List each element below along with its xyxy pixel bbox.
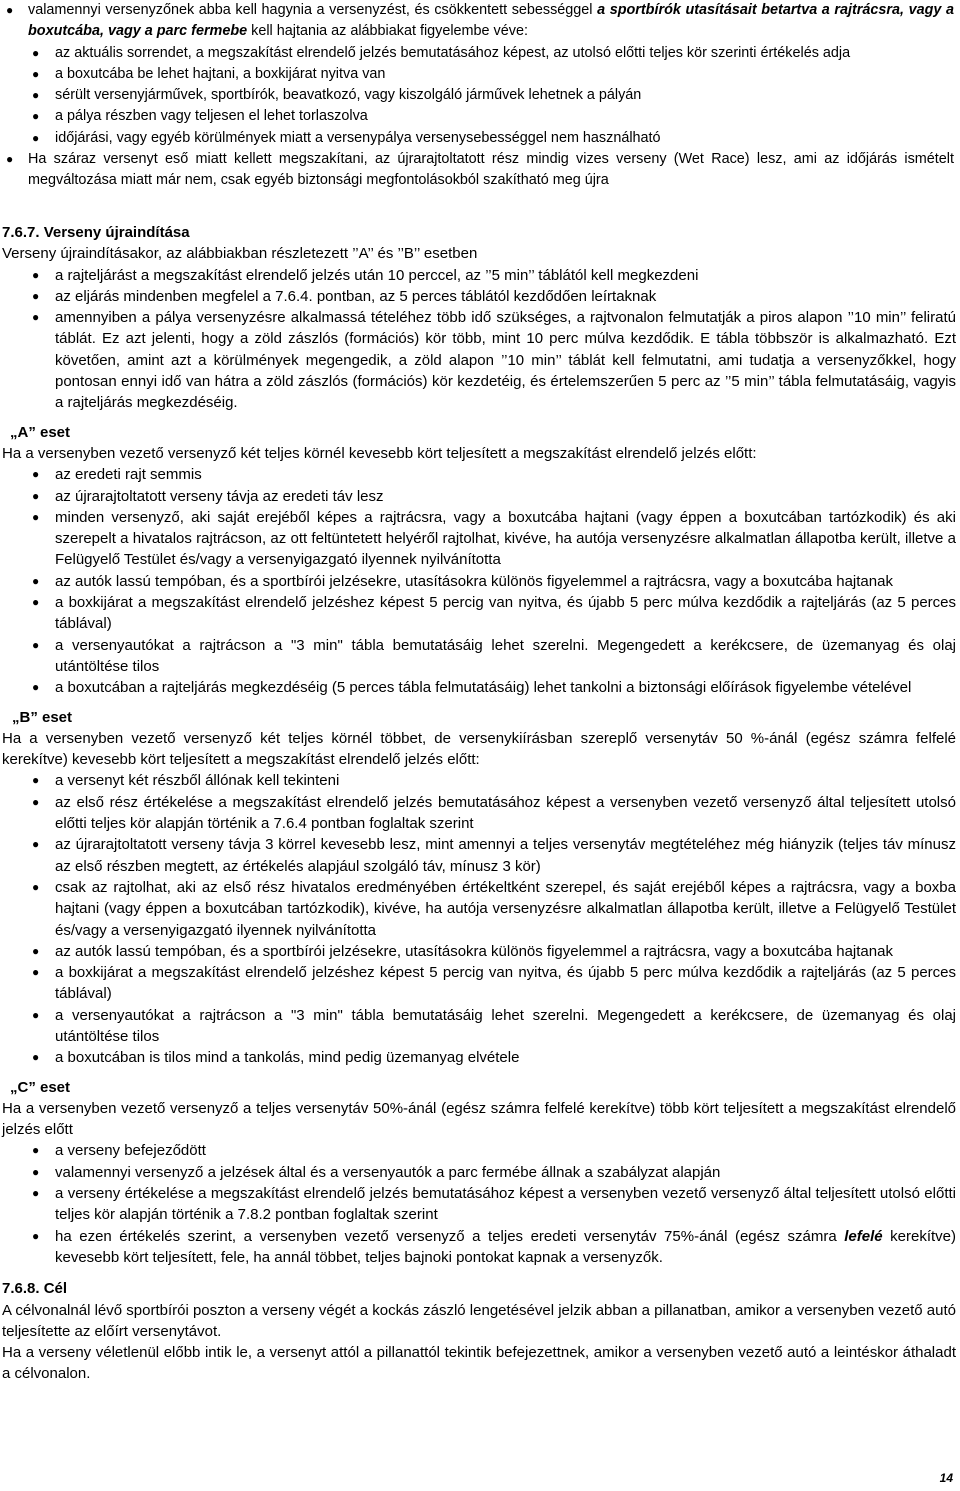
item-text: a boxutcában a rajteljárás megkezdéséig (5 perces tábla felmutatásáig) lehet tankolni a biztonsági előírások figyelembe vételével xyxy=(55,679,912,697)
item-text: az újrarajtoltatott verseny távja az eredeti táv lesz xyxy=(55,487,384,505)
paragraph: A célvonalnál lévő sportbírói poszton a verseny végét a kockás zászló lengetésével jelzik abban a pillanatban, amikor a versenyben vezető autó teljesítette az előírt versenytávot. xyxy=(2,1301,956,1340)
sub-list-item xyxy=(0,85,960,106)
list-item xyxy=(0,770,960,791)
list-item xyxy=(0,507,960,571)
list-item xyxy=(0,265,960,286)
item-text: Ha száraz versenyt eső miatt kellett megszakítani, az újrarajtoltatott rész mindig vizes verseny (Wet Race) lesz, ami az időjárás ismételt megváltozása miatt már nem, csak egyéb biztonsági megfontolásokból szakítható meg újra xyxy=(28,151,954,189)
item-text: a boxkijárat a megszakítást elrendelő jelzéshez képest 5 percig van nyitva, és újabb 5 perc múlva kezdődik a rajteljárás (az 5 perces táblával) xyxy=(55,594,956,633)
paragraph: Verseny újraindításakor, az alábbiakban részletezett ’’A’’ és ’’B’’ esetben xyxy=(2,245,478,263)
item-text: az eljárás mindenben megfelel a 7.6.4. pontban, az 5 perces táblától kezdődően leírtaknak xyxy=(55,287,657,305)
list-item xyxy=(0,1183,960,1226)
list-item xyxy=(0,677,960,698)
bullet-icon: ● xyxy=(32,288,40,303)
item-text: a pálya részben vagy teljesen el lehet torlaszolva xyxy=(55,108,368,125)
list-item xyxy=(0,877,960,941)
bullet-icon: ● xyxy=(32,1007,40,1022)
item-text: a verseny befejeződött xyxy=(55,1142,206,1160)
paragraph: Ha a verseny véletlenül előbb intik le, a versenyt attól a pillanattól tekintik befejezettnek, amikor a versenyben vezető autó a leintéskor áthaladt a célvonalon. xyxy=(2,1344,956,1383)
list-item xyxy=(0,571,960,592)
bullet-icon: ● xyxy=(32,267,40,282)
item-text: a versenyautókat a rajtrácson a "3 min" tábla bemutatásáig lehet szerelni. Megengedett a kerékcsere, de üzemanyag és olaj utántöltése tilos xyxy=(55,1006,956,1045)
list-item xyxy=(0,1226,960,1269)
bullet-icon: ● xyxy=(32,130,40,145)
sub-list-item xyxy=(0,106,960,127)
bullet-icon: ● xyxy=(32,794,40,809)
sub-list-item xyxy=(0,43,960,64)
bullet-icon: ● xyxy=(32,573,40,588)
bullet-icon: ● xyxy=(32,467,40,482)
item-text: a versenyt két részből állónak kell tekinteni xyxy=(55,772,340,790)
item-text: időjárási, vagy egyéb körülmények miatt a versenypálya versenysebességgel nem használható xyxy=(55,129,661,146)
item-text: az első rész értékelése a megszakítást elrendelő jelzés bemutatásához képest a versenyben vezető versenyző által teljesített utolsó előtti teljes kör alapján történik a 7.6.4 pontban foglaltak szerint xyxy=(55,793,956,833)
paragraph: Ha a versenyben vezető versenyző a teljes versenytáv 50%-ánál (egész számra felfelé kerekítve) több kört teljesített a megszakítást elrendelő jelzés előtt xyxy=(2,1099,956,1139)
bullet-icon: ● xyxy=(32,310,40,325)
bullet-icon: ● xyxy=(32,1164,40,1179)
item-text: kell hajtania az alábbiakat figyelembe véve: xyxy=(247,23,528,40)
bullet-icon: ● xyxy=(32,109,40,124)
item-text: a boxkijárat a megszakítást elrendelő jelzéshez képest 5 percig van nyitva, és újabb 5 perc múlva kezdődik a rajteljárás (az 5 perces táblával) xyxy=(55,964,956,1003)
bullet-icon: ● xyxy=(32,488,40,503)
bullet-icon: ● xyxy=(32,1050,40,1065)
bullet-icon: ● xyxy=(32,66,40,81)
list-item xyxy=(0,1005,960,1048)
list-item xyxy=(0,464,960,485)
list-item xyxy=(0,149,960,192)
paragraph: Ha a versenyben vezető versenyző két teljes körnél többet, de versenykiírásban szereplő versenytáv 50 %-ánál (egész számra felfelé kerekítve) kevesebb kört teljesített a megszakítást elrendelő jelzés előtt: xyxy=(2,729,956,769)
section-heading: 7.6.7. Verseny újraindítása xyxy=(2,224,190,241)
sub-list-item xyxy=(0,64,960,85)
item-text: csak az rajtolhat, aki az első rész hivatalos eredményében értékeltként szerepel, és saját erejéből képes a rajtrácsra, vagy a boxba hajtani (vagy éppen a boxutcában tartózkodik), kivéve, ha autója versenyzésre alkalmatlan állapotba került, illetve a Felügyelő Testület és/vagy a versenyigazgató ilyennek nyilvánította xyxy=(55,878,956,939)
bullet-icon: ● xyxy=(32,1186,40,1201)
bullet-icon: ● xyxy=(32,509,40,524)
list-item xyxy=(0,592,960,635)
list-item xyxy=(0,286,960,307)
item-text: a boxutcában is tilos mind a tankolás, mind pedig üzemanyag elvétele xyxy=(55,1049,520,1067)
emphasis-text: lefelé xyxy=(844,1227,883,1245)
case-heading: „B” eset xyxy=(12,708,73,726)
item-text: az aktuális sorrendet, a megszakítást elrendelő jelzés bemutatásához képest, az utolsó előtti teljes kör szerinti értékelés adja xyxy=(55,44,851,61)
item-text: a boxutcába be lehet hajtani, a boxkijárat nyitva van xyxy=(55,65,386,82)
section-heading: 7.6.8. Cél xyxy=(2,1280,68,1298)
page-number: 14 xyxy=(939,1471,953,1485)
item-text: az autók lassú tempóban, és a sportbírói jelzésekre, utasításokra különös figyelemmel a rajtrácsra, vagy a boxutcába hajtanak xyxy=(55,942,893,960)
bullet-icon: ● xyxy=(6,3,14,17)
list-item xyxy=(0,1162,960,1183)
list-item xyxy=(0,486,960,507)
case-heading: „A” eset xyxy=(10,423,71,441)
item-text: amennyiben a pálya versenyzésre alkalmassá tételéhez több idő szükséges, a rajtvonalon felmutatják a piros alapon ’’10 min’’ feliratú táblát. Ez azt jelenti, hogy a zöld zászlós (formációs) kör több, mint 10 perc múlva kezdődik. E tábla többször is alkalmazható. Ezt követően, amint azt a körülmények megengedik, a zöld alapon ’’10 min’’ táblát kell felmutatni, ami tudatja a versenyzőkkel, hogy pontosan ennyi idő van hátra a zöld zászlós (formációs) kör kezdetéig, és értelemszerűen 5 perc az ’’5 min’’ tábla felmutatásáig, vagyis a rajteljárás megkezdéséig. xyxy=(55,309,956,412)
list-item xyxy=(0,635,960,678)
item-text: kerekítve) kevesebb kört teljesített, fele, ha annál többet, teljes bajnoki pontokat kapnak a versenyzők. xyxy=(55,1227,956,1266)
paragraph: Ha a versenyben vezető versenyző két teljes körnél kevesebb kört teljesített a megszakítást elrendelő jelzés előtt: xyxy=(2,444,757,462)
bullet-icon: ● xyxy=(32,837,40,852)
item-text: sérült versenyjárművek, sportbírók, beavatkozó, vagy kiszolgáló járművek lehetnek a pályán xyxy=(55,87,642,104)
list-item xyxy=(0,1140,960,1161)
bullet-icon: ● xyxy=(32,1143,40,1158)
bullet-icon: ● xyxy=(32,773,40,788)
bullet-icon: ● xyxy=(32,88,40,103)
bullet-icon: ● xyxy=(32,1228,40,1243)
item-text: ha ezen értékelés szerint, a versenyben vezető versenyző a teljes eredeti versenytáv 75%-ánál (egész számra xyxy=(55,1227,845,1245)
main-section xyxy=(0,222,960,1385)
bullet-icon: ● xyxy=(32,45,40,60)
bullet-icon: ● xyxy=(32,680,40,695)
item-text: az autók lassú tempóban, és a sportbírói jelzésekre, utasításokra különös figyelemmel a rajtrácsra, vagy a boxutcába hajtanak xyxy=(55,572,893,590)
item-text: valamennyi versenyző a jelzések által és a versenyautók a parc fermébe állnak a szabályzat alapján xyxy=(55,1163,721,1181)
bullet-icon: ● xyxy=(32,595,40,610)
bullet-icon: ● xyxy=(32,637,40,652)
top-section xyxy=(0,0,960,192)
bullet-icon: ● xyxy=(32,965,40,980)
list-item xyxy=(0,962,960,1005)
item-text: minden versenyző, aki saját erejéből képes a rajtrácsra, vagy a boxutcába hajtani (vagy éppen a boxutcában tartózkodik) és aki szerepelt a hivatalos rajtrácson, az ott feltüntetett helyéről rajtolhat, kivéve, ha autója versenyzésre alkalmatlan állapotba került, illetve a Felügyelő Testület és/vagy a versenyigazgató ilyennek nyilvánította xyxy=(55,508,956,569)
bullet-icon: ● xyxy=(32,879,40,894)
item-text: a verseny értékelése a megszakítást elrendelő jelzés bemutatásához képest a versenyben vezető versenyző által teljesített utolsó előtti teljes kör alapján történik a 7.8.2 pontban foglaltak szerint xyxy=(55,1185,956,1224)
emphasis-text: a sportbírók utasításait betartva a rajtrácsra, vagy a boxutcába, vagy a parc fermebe xyxy=(28,2,955,40)
item-text: valamennyi versenyzőnek abba kell hagynia a versenyzést, és csökkentett sebességgel xyxy=(28,2,598,18)
bullet-icon: ● xyxy=(6,152,14,167)
case-heading: „C” eset xyxy=(10,1078,71,1096)
list-item xyxy=(0,307,960,413)
item-text: az eredeti rajt semmis xyxy=(55,466,202,484)
list-item xyxy=(0,834,960,877)
item-text: a rajteljárást a megszakítást elrendelő jelzés után 10 perccel, az ’’5 min’’ táblától kell megkezdeni xyxy=(55,266,699,284)
list-item xyxy=(0,0,960,43)
list-item xyxy=(0,941,960,962)
list-item xyxy=(0,1047,960,1068)
sub-list-item xyxy=(0,128,960,149)
item-text: az újrarajtoltatott verseny távja 3 körrel kevesebb lesz, mint amennyi a teljes versenytáv megtételéhez még hiányzik (teljes táv mínusz az első részben megtett, az értékelés alapjául szolgáló táv, mínusz 3 kör) xyxy=(55,836,956,875)
item-text: a versenyautókat a rajtrácson a "3 min" tábla bemutatásáig lehet szerelni. Megengedett a kerékcsere, de üzemanyag és olaj utántöltése tilos xyxy=(55,636,956,675)
bullet-icon: ● xyxy=(32,943,40,958)
list-item xyxy=(0,792,960,835)
